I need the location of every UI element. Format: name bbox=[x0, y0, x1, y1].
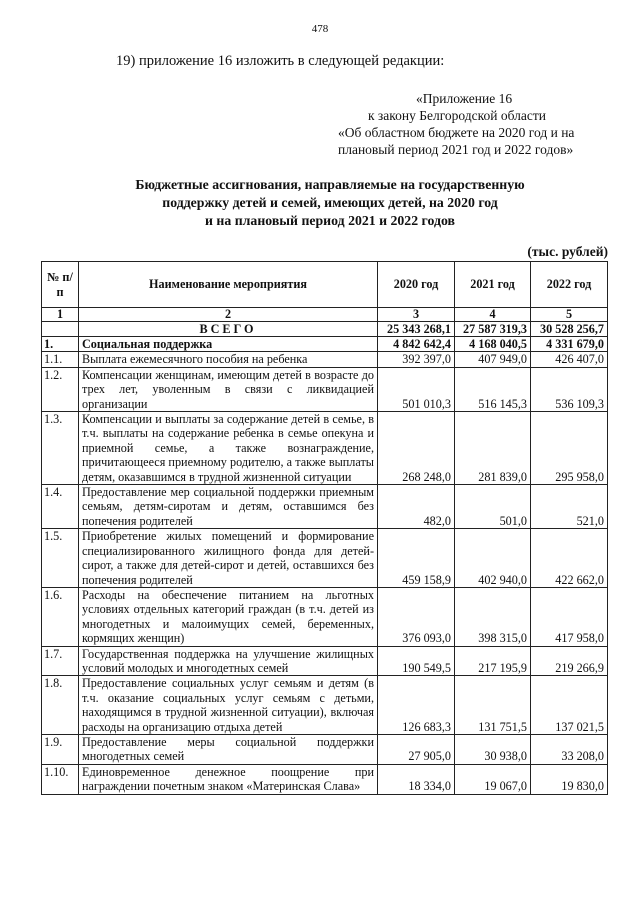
row-2022: 417 958,0 bbox=[531, 587, 608, 646]
row-name: Предоставление социальных услуг семьям и детям (в т.ч. оказание социальных услуг семьям с детьми, находящимся в трудной жизненной ситуации), включая расходы на организацию отдыха детей bbox=[79, 676, 378, 735]
row-num: 1.10. bbox=[42, 764, 79, 794]
section-2021: 4 168 040,5 bbox=[455, 337, 531, 352]
section-2020: 4 842 642,4 bbox=[378, 337, 455, 352]
table-row bbox=[42, 412, 608, 485]
intro-text: 19) приложение 16 изложить в следующей редакции: bbox=[116, 53, 445, 69]
table-header-row bbox=[42, 262, 608, 308]
row-2020: 482,0 bbox=[378, 485, 455, 529]
header-2021: 2021 год bbox=[455, 262, 531, 308]
row-2020: 268 248,0 bbox=[378, 412, 455, 485]
table-row bbox=[42, 485, 608, 529]
row-num: 1.7. bbox=[42, 646, 79, 676]
row-2022: 426 407,0 bbox=[531, 352, 608, 367]
row-2020: 376 093,0 bbox=[378, 587, 455, 646]
appendix-line-2: к закону Белгородской области bbox=[368, 108, 546, 123]
index-cell: 2 bbox=[79, 308, 378, 322]
row-2021: 131 751,5 bbox=[455, 676, 531, 735]
index-cell: 1 bbox=[42, 308, 79, 322]
table-row bbox=[42, 367, 608, 411]
budget-table bbox=[41, 261, 608, 795]
row-2022: 33 208,0 bbox=[531, 734, 608, 764]
appendix-line-1: «Приложение 16 bbox=[416, 91, 513, 106]
row-num: 1.6. bbox=[42, 587, 79, 646]
section-2022: 4 331 679,0 bbox=[531, 337, 608, 352]
row-2021: 30 938,0 bbox=[455, 734, 531, 764]
row-2020: 459 158,9 bbox=[378, 529, 455, 588]
row-2021: 217 195,9 bbox=[455, 646, 531, 676]
row-num: 1.3. bbox=[42, 412, 79, 485]
section-num: 1. bbox=[42, 337, 79, 352]
total-label: ВСЕГО bbox=[79, 322, 378, 337]
row-2021: 19 067,0 bbox=[455, 764, 531, 794]
row-2022: 536 109,3 bbox=[531, 367, 608, 411]
document-title bbox=[60, 176, 600, 230]
table-row bbox=[42, 734, 608, 764]
unit-label: (тыс. рублей) bbox=[527, 244, 608, 259]
total-num bbox=[42, 322, 79, 337]
row-2022: 422 662,0 bbox=[531, 529, 608, 588]
table-row bbox=[42, 676, 608, 735]
row-num: 1.9. bbox=[42, 734, 79, 764]
row-2022: 219 266,9 bbox=[531, 646, 608, 676]
appendix-header bbox=[338, 90, 608, 158]
row-2020: 190 549,5 bbox=[378, 646, 455, 676]
row-name: Единовременное денежное поощрение при награждении почетным знаком «Материнская Слава» bbox=[79, 764, 378, 794]
row-name: Предоставление мер социальной поддержки приемным семьям, детям-сиротам и детям, оставшимся без попечения родителей bbox=[79, 485, 378, 529]
row-name: Компенсации и выплаты за содержание детей в семье, в т.ч. выплаты на содержание ребенка в семье опекуна и приемной семье, а также вознаграждение, причитающееся приемному родителю, а также выплаты детям, оказавшимся в трудной жизненной ситуации bbox=[79, 412, 378, 485]
row-num: 1.5. bbox=[42, 529, 79, 588]
row-2021: 281 839,0 bbox=[455, 412, 531, 485]
total-row bbox=[42, 322, 608, 337]
total-2021: 27 587 319,3 bbox=[455, 322, 531, 337]
row-name: Государственная поддержка на улучшение жилищных условий молодых и многодетных семей bbox=[79, 646, 378, 676]
row-2020: 27 905,0 bbox=[378, 734, 455, 764]
table-row bbox=[42, 587, 608, 646]
header-name: Наименование мероприятия bbox=[79, 262, 378, 308]
row-num: 1.1. bbox=[42, 352, 79, 367]
row-2021: 407 949,0 bbox=[455, 352, 531, 367]
row-2022: 19 830,0 bbox=[531, 764, 608, 794]
table-row bbox=[42, 529, 608, 588]
index-row bbox=[42, 308, 608, 322]
index-cell: 5 bbox=[531, 308, 608, 322]
row-2021: 516 145,3 bbox=[455, 367, 531, 411]
row-name: Расходы на обеспечение питанием на льготных условиях отдельных категорий граждан (в т.ч. детей из многодетных и малоимущих семей, беременных, кормящих женщин) bbox=[79, 587, 378, 646]
header-num: № п/п bbox=[42, 262, 79, 308]
row-2022: 295 958,0 bbox=[531, 412, 608, 485]
table-row bbox=[42, 352, 608, 367]
row-2022: 521,0 bbox=[531, 485, 608, 529]
row-name: Предоставление меры социальной поддержки многодетных семей bbox=[79, 734, 378, 764]
title-line-1: Бюджетные ассигнования, направляемые на государственную bbox=[135, 177, 525, 192]
table-row bbox=[42, 764, 608, 794]
row-num: 1.4. bbox=[42, 485, 79, 529]
row-2021: 402 940,0 bbox=[455, 529, 531, 588]
index-cell: 3 bbox=[378, 308, 455, 322]
row-2020: 392 397,0 bbox=[378, 352, 455, 367]
row-2020: 18 334,0 bbox=[378, 764, 455, 794]
title-line-2: поддержку детей и семей, имеющих детей, на 2020 год bbox=[162, 195, 498, 210]
row-name: Компенсации женщинам, имеющим детей в возрасте до трех лет, уволенным в связи с ликвидацией организации bbox=[79, 367, 378, 411]
row-2022: 137 021,5 bbox=[531, 676, 608, 735]
row-num: 1.8. bbox=[42, 676, 79, 735]
row-name: Выплата ежемесячного пособия на ребенка bbox=[79, 352, 378, 367]
header-2022: 2022 год bbox=[531, 262, 608, 308]
row-name: Приобретение жилых помещений и формирование специализированного жилищного фонда для детей-сирот, а также для детей-сирот и детей, оставшихся без попечения родителей bbox=[79, 529, 378, 588]
row-2021: 398 315,0 bbox=[455, 587, 531, 646]
title-line-3: и на плановый период 2021 и 2022 годов bbox=[205, 213, 455, 228]
page-number: 478 bbox=[311, 23, 329, 35]
section-row bbox=[42, 337, 608, 352]
total-2020: 25 343 268,1 bbox=[378, 322, 455, 337]
appendix-line-3: «Об областном бюджете на 2020 год и на bbox=[338, 125, 575, 140]
table-row bbox=[42, 646, 608, 676]
row-num: 1.2. bbox=[42, 367, 79, 411]
total-2022: 30 528 256,7 bbox=[531, 322, 608, 337]
row-2020: 501 010,3 bbox=[378, 367, 455, 411]
appendix-line-4: плановый период 2021 год и 2022 годов» bbox=[338, 142, 574, 157]
section-name: Социальная поддержка bbox=[79, 337, 378, 352]
row-2020: 126 683,3 bbox=[378, 676, 455, 735]
row-2021: 501,0 bbox=[455, 485, 531, 529]
header-2020: 2020 год bbox=[378, 262, 455, 308]
index-cell: 4 bbox=[455, 308, 531, 322]
